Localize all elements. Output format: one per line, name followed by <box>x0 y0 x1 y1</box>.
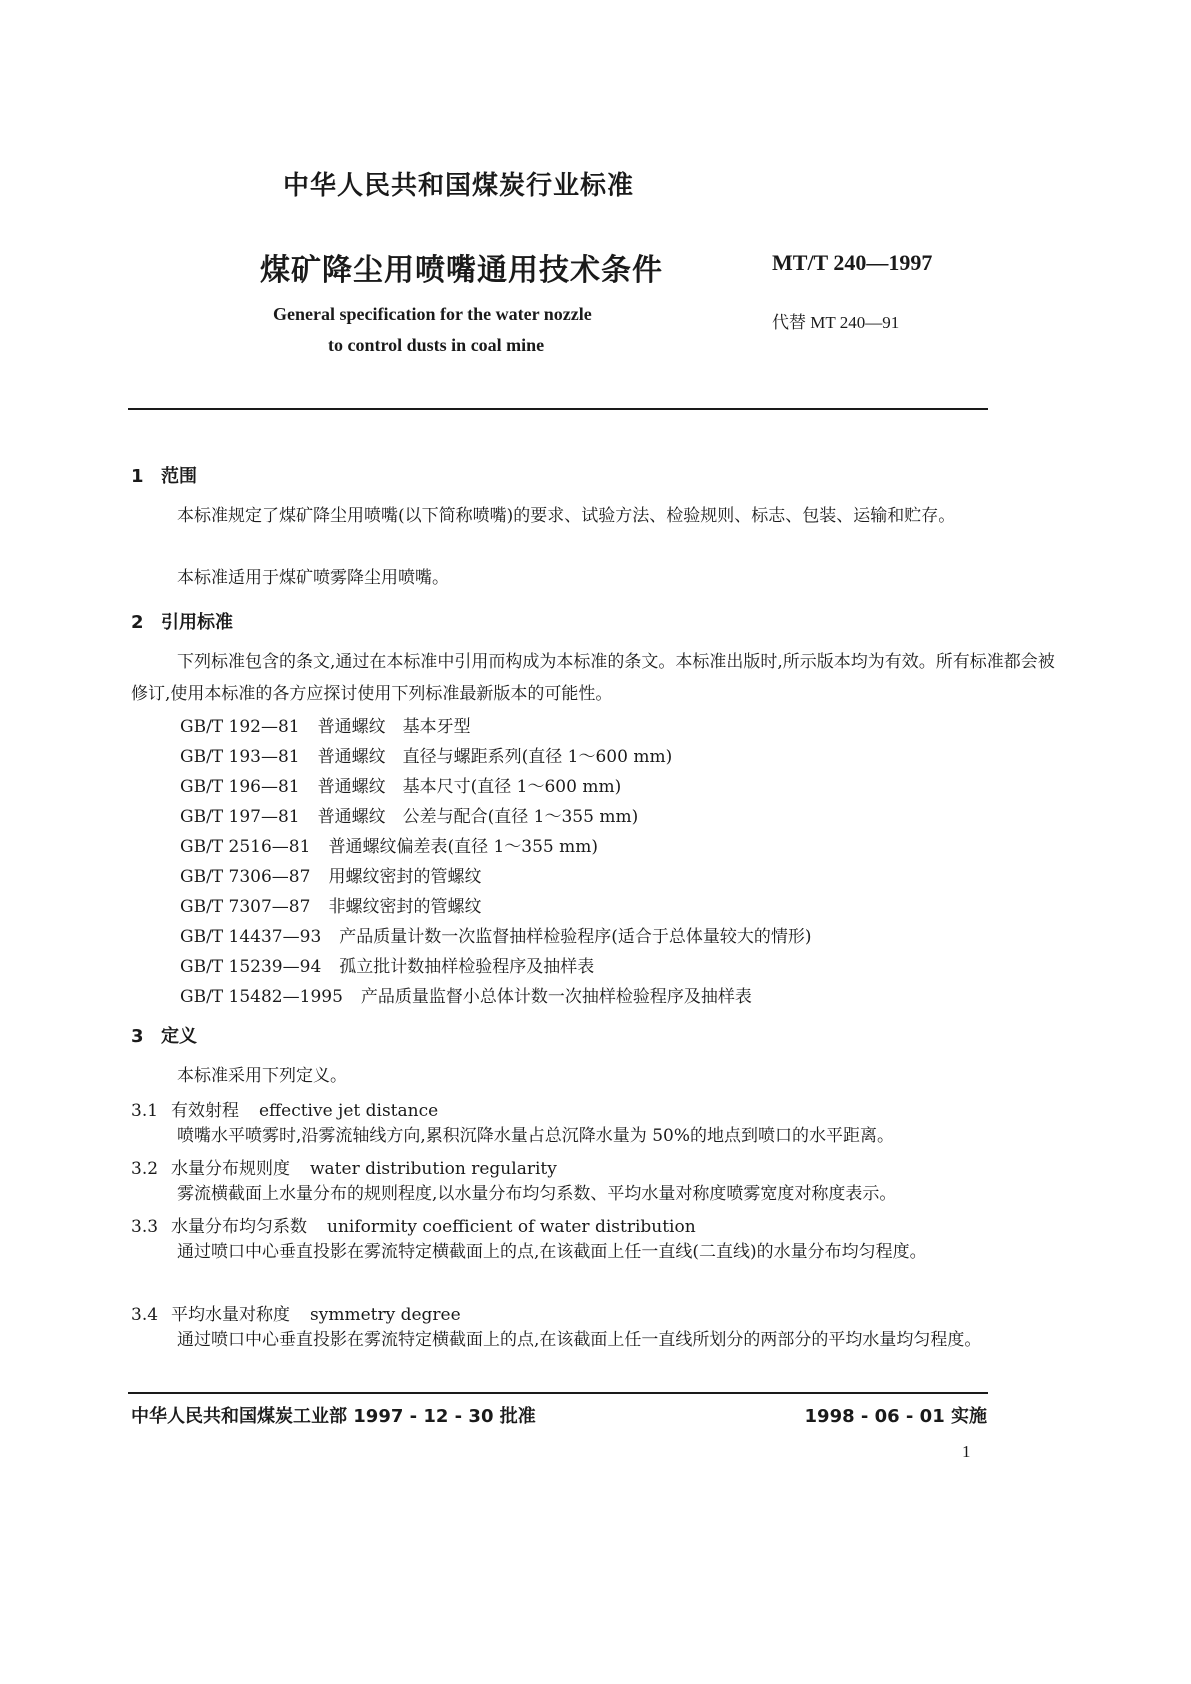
definition-heading: 3.1 有效射程 effective jet distance <box>131 1101 439 1121</box>
definition-text: 雾流横截面上水量分布的规则程度,以水量分布均匀系数、平均水量对称度喷雾宽度对称度表示。 <box>177 1184 897 1204</box>
section-number: 3 <box>131 1026 144 1047</box>
definition-text: 通过喷口中心垂直投影在雾流特定横截面上的点,在该截面上任一直线所划分的两部分的平均水量均匀程度。 <box>177 1330 982 1350</box>
section-number: 2 <box>131 612 144 633</box>
approval-line: 中华人民共和国煤炭工业部 1997 - 12 - 30 批准 <box>131 1406 536 1427</box>
reference-item: GB/T 7307—87 非螺纹密封的管螺纹 <box>180 897 482 917</box>
standard-category: 中华人民共和国煤炭行业标准 <box>283 171 635 201</box>
section-heading <box>131 608 233 634</box>
reference-item: GB/T 15239—94 孤立批计数抽样检验程序及抽样表 <box>180 957 595 977</box>
implementation-date: 1998 - 06 - 01 实施 <box>804 1406 987 1427</box>
title-en-line1: General specification for the water nozzle <box>273 304 592 324</box>
standard-code: MT/T 240—1997 <box>772 250 933 275</box>
definition-text: 通过喷口中心垂直投影在雾流特定横截面上的点,在该截面上任一直线(二直线)的水量分布均匀程度。 <box>177 1242 927 1262</box>
header-divider <box>128 408 988 410</box>
section-title: 范围 <box>161 466 197 487</box>
section-number: 1 <box>131 466 144 487</box>
definition-heading: 3.2 水量分布规则度 water distribution regularity <box>131 1159 557 1179</box>
document-title: 煤矿降尘用喷嘴通用技术条件 <box>260 253 663 288</box>
reference-item: GB/T 197—81 普通螺纹 公差与配合(直径 1～355 mm) <box>180 807 639 827</box>
definition-heading: 3.3 水量分布均匀系数 uniformity coefficient of water distribution <box>131 1217 696 1237</box>
definition-heading: 3.4 平均水量对称度 symmetry degree <box>131 1305 461 1325</box>
title-en-line2: to control dusts in coal mine <box>328 335 545 355</box>
paragraph: 本标准采用下列定义。 <box>177 1066 347 1086</box>
reference-item: GB/T 14437—93 产品质量计数一次监督抽样检验程序(适合于总体量较大的情形) <box>180 927 812 947</box>
reference-item: GB/T 15482—1995 产品质量监督小总体计数一次抽样检验程序及抽样表 <box>180 987 752 1007</box>
definition-text: 喷嘴水平喷雾时,沿雾流轴线方向,累积沉降水量占总沉降水量为 50%的地点到喷口的水平距离。 <box>177 1126 894 1146</box>
reference-item: GB/T 192—81 普通螺纹 基本牙型 <box>180 717 471 737</box>
reference-item: GB/T 7306—87 用螺纹密封的管螺纹 <box>180 867 482 887</box>
reference-item: GB/T 196—81 普通螺纹 基本尺寸(直径 1～600 mm) <box>180 777 622 797</box>
section-title: 定义 <box>161 1026 197 1047</box>
paragraph: 本标准适用于煤矿喷雾降尘用喷嘴。 <box>177 568 449 588</box>
section-heading <box>131 1022 197 1048</box>
paragraph: 本标准规定了煤矿降尘用喷嘴(以下简称喷嘴)的要求、试验方法、检验规则、标志、包装、运输和贮存。 <box>177 506 956 526</box>
section-title: 引用标准 <box>161 612 233 633</box>
footer-divider <box>128 1392 988 1394</box>
reference-item: GB/T 2516—81 普通螺纹偏差表(直径 1～355 mm) <box>180 837 599 857</box>
section-heading <box>131 462 197 488</box>
replaces-note: 代替 MT 240—91 <box>772 313 900 332</box>
paragraph: 下列标准包含的条文,通过在本标准中引用而构成为本标准的条文。本标准出版时,所示版本均为有效。所有标准都会被修订,使用本标准的各方应探讨使用下列标准最新版本的可能性。 <box>131 652 1055 704</box>
reference-item: GB/T 193—81 普通螺纹 直径与螺距系列(直径 1～600 mm) <box>180 747 673 767</box>
page-number: 1 <box>962 1442 971 1461</box>
